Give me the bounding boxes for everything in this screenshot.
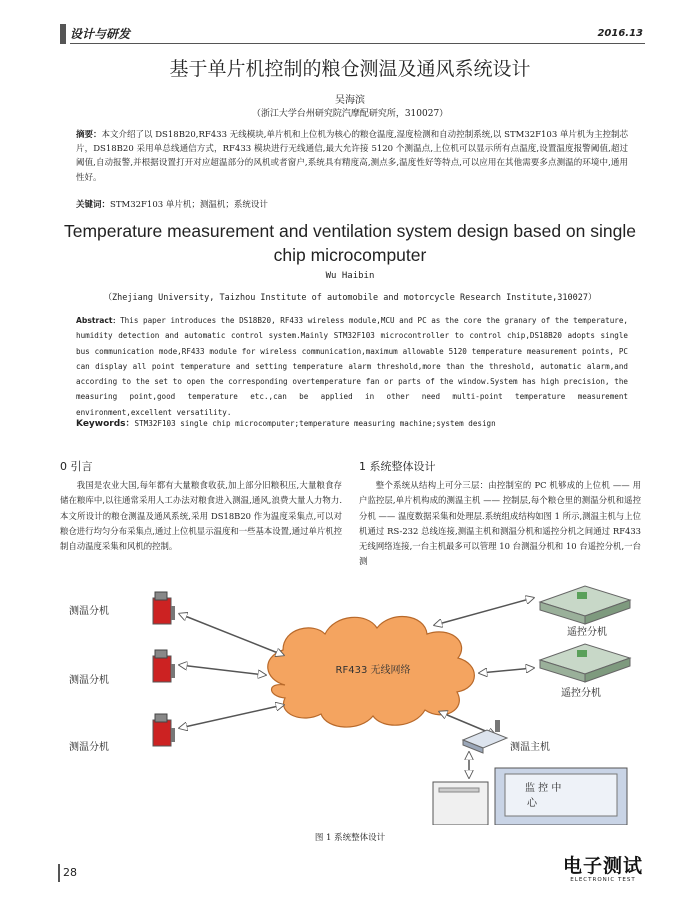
abstract-cn-label: 摘要： xyxy=(76,130,102,140)
remote-device-1 xyxy=(540,586,630,624)
header-date: 2016.13 xyxy=(597,28,643,39)
keywords-cn-text: STM32F103 单片机；测温机；系统设计 xyxy=(110,200,268,210)
probe-label-3: 测温分机 xyxy=(69,742,109,753)
keywords-en-text: STM32F103 single chip microcomputer;temperature measuring machine;system design xyxy=(134,419,496,428)
page-number-bar xyxy=(58,864,60,882)
header-section: 设计与研发 xyxy=(70,27,131,41)
monitor-label-line2: 心 xyxy=(527,798,537,809)
keywords-cn-label: 关键词： xyxy=(76,200,111,210)
arrow-probe-3 xyxy=(180,705,283,728)
arrow-remote-2 xyxy=(480,668,533,673)
remote-label-1: 遥控分机 xyxy=(567,627,607,638)
cloud-label: RF433 无线网络 xyxy=(335,665,411,676)
remote-label-2: 遥控分机 xyxy=(561,688,601,699)
monitor-label-line1: 监 控 中 xyxy=(525,783,562,794)
abstract-cn xyxy=(76,128,628,185)
author-en: Wu Haibin xyxy=(325,271,375,281)
affiliation-en: （Zhejiang University, Taizhou Institute of automobile and motorcycle Research Institute,310027） xyxy=(103,293,597,303)
abstract-en-text: This paper introduces the DS18B20, RF433 wireless module,MCU and PC as the core the granary of the temperature, humidity detection and automatic control system.Mainly STM32F103 microcontroller to control chip,DS18B20 adopts single bus communication mode,RF433 module for wireless communication,maximum allowable 5120 temperature measurement points, PC can display all point temperature and setting temperature alarm threshold,more than the threshold, automatic alarm,and according to the set to open the corresponding overtemperature fan or parts of the window.System has high precision, the measuring point,good temperature etc.,can be applied in other need multi-point temperature measurement environment,excellent versatility. xyxy=(76,316,628,417)
abstract-en-label: Abstract： xyxy=(76,316,121,325)
page-number-box xyxy=(58,862,82,882)
monitor-pc xyxy=(433,768,627,825)
page-header xyxy=(60,22,645,46)
page-number: 28 xyxy=(63,866,77,879)
keywords-cn xyxy=(76,198,628,210)
probe-device-3 xyxy=(153,714,175,746)
author-cn: 吴海滨 xyxy=(335,95,365,106)
keywords-en-label: Keywords： xyxy=(76,419,135,429)
arrow-remote-1 xyxy=(435,598,533,625)
arrow-probe-2 xyxy=(180,665,265,675)
logo-text: 电子测试 xyxy=(562,855,643,877)
host-label: 测温主机 xyxy=(510,742,550,753)
title-cn: 基于单片机控制的粮仓测温及通风系统设计 xyxy=(169,58,531,80)
header-accent-bar xyxy=(60,24,66,44)
title-en: Temperature measurement and ventilation system design based on single chip microcomputer xyxy=(64,221,636,265)
abstract-cn-text: 本文介绍了以 DS18B20,RF433 无线模块,单片机和上位机为核心的粮仓温度,湿度检测和自动控制系统,以 STM32F103 单片机为主控制芯片，DS18B20 采用单总线通信方式，RF433 模块进行无线通信,最大允许接 5120 个测温点,上位机可以显示所有点温度,设置温度报警阈值,超过阈值,自动报警,并根据设置打开对应超温部分的风机或者窗户,系统具有精度高,测点多,温度性好等特点,可以应用在其他需要多点测温的环境中,通用性好。 xyxy=(76,130,628,183)
probe-device-2 xyxy=(153,650,175,682)
remote-device-2 xyxy=(540,644,630,682)
figure-1-caption: 图 1 系统整体设计 xyxy=(314,833,386,843)
section-0-heading: 0 引言 xyxy=(60,460,93,473)
probe-label-2: 测温分机 xyxy=(69,675,109,686)
header-rule xyxy=(70,43,645,44)
affiliation-cn: （浙江大学台州研究院汽摩配研究所，310027） xyxy=(251,109,449,119)
keywords-en xyxy=(76,416,628,429)
probe-label-1: 测温分机 xyxy=(69,606,109,617)
section-0-text: 我国是农业大国,每年都有大量粮食收获,加上部分旧粮积压,大量粮食存储在粮库中,以往通常采用人工办法对粮食进入测温,通风,浪费大量人力物力.本文所设计的粮仓测温及通风系统,采用 DS18B20 作为温度采集点,可以对粮仓进行均匀分布采集点,通过上位机显示温度和一些基本设置,通过单片机控制自动温度采集和风机的控制。 xyxy=(60,480,342,552)
abstract-en xyxy=(76,313,628,420)
figure-1-diagram xyxy=(55,570,650,825)
section-1-heading: 1 系统整体设计 xyxy=(359,460,436,473)
logo-subtitle: ELECTRONIC TEST xyxy=(570,877,636,883)
journal-logo xyxy=(560,855,646,889)
arrow-probe-1 xyxy=(180,614,283,655)
section-1-text: 整个系统从结构上可分三层：由控制室的 PC 机够成的上位机 —— 用户监控层,单片机构成的测温主机 —— 控制层,每个粮仓里的测温分机和遥控分机 —— 温度数据采集和处理层.系统组成结构如图 1 所示,测温主机与上位机通过 RS-232 总线连接,测温主机和测温分机和遥控分机之间通过 RF433 无线网络连接,一台主机最多可以管理 10 台测温分机和 10 台遥控分机,一台测 xyxy=(359,480,641,567)
probe-device-1 xyxy=(153,592,175,624)
